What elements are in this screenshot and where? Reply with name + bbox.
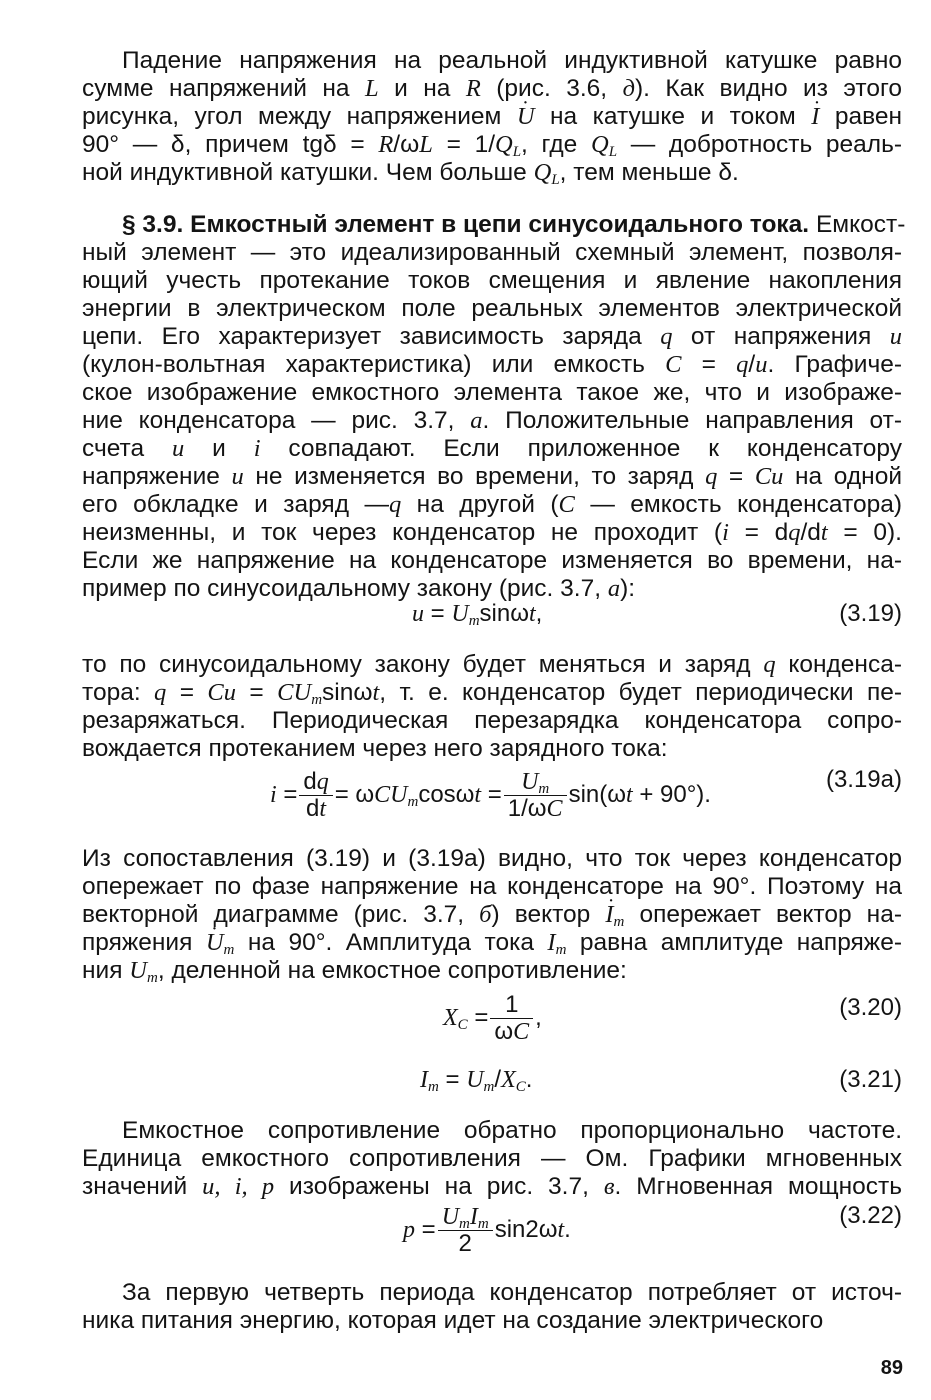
equation-3-21: $I_m = U_m/X_C$.: [420, 1066, 533, 1095]
text-line: его обкладке и заряд —q на другой (C — емкость конденсатора): [82, 491, 902, 518]
text-line: значений u, i, p изображены на рис. 3.7, в. Мгновенная мощность: [82, 1173, 902, 1200]
equation-3-20: $X_C$ = $\frac{1}{\omega C}$ ,: [443, 991, 542, 1045]
text-line: За первую четверть периода конденсатор потребляет от источ-: [122, 1279, 902, 1306]
text-line: энергии в электрическом поле реальных элементов электрической: [82, 295, 902, 322]
equation-number: (3.19): [839, 600, 902, 627]
text-line: Из сопоставления (3.19) и (3.19а) видно, что ток через конденсатор: [82, 845, 902, 872]
section-heading-line: § 3.9. Емкостный элемент в цепи синусоидального тока. Емкост-: [122, 211, 906, 238]
text-line: пример по синусоидальному закону (рис. 3.7, а):: [82, 575, 636, 602]
text-line: ный элемент — это идеализированный схемный элемент, позволя-: [82, 239, 902, 266]
text-line: сумме напряжений на L и на R (рис. 3.6, д). Как видно из этого: [82, 75, 902, 102]
text-line: рисунка, угол между напряжением U · на катушке и током I · равен: [82, 103, 902, 131]
equation-3-19: $u = U_m\sin\omega t$,: [412, 600, 543, 629]
text-line: вождается протеканием через него зарядного тока:: [82, 735, 668, 762]
text-line: Емкостное сопротивление обратно пропорционально частоте.: [122, 1117, 902, 1144]
text-line: ной индуктивной катушки. Чем больше $Q_L$, тем меньше δ.: [82, 159, 739, 188]
equation-number: (3.21): [839, 1066, 902, 1093]
text-line: Если же напряжение на конденсаторе изменяется во времени, на-: [82, 547, 902, 574]
text-line: Единица емкостного сопротивления — Ом. Графики мгновенных: [82, 1145, 902, 1172]
text-line: ния $U_m$, деленной на емкостное сопротивление:: [82, 957, 627, 986]
text-line: пряжения $U \cdot_m$ на 90°. Амплитуда тока $I_m$ равна амплитуде напряже-: [82, 929, 902, 957]
equation-number: (3.19а): [825, 766, 902, 793]
equation-3-22: p = $\frac{U_mI_m}{2}$ sin2ωt.: [403, 1204, 571, 1257]
text-line: счета u и i совпадают. Если приложенное к конденсатору: [82, 435, 902, 462]
text-line: то по синусоидальному закону будет меняться и заряд q конденса-: [82, 651, 902, 678]
text-line: 90° — δ, причем $tg\delta = R/\omega L = 1/Q_L$, где $Q_L$ — добротность реаль-: [82, 131, 902, 160]
equation-3-19a: i = $\frac{dq}{dt}$ = ωCU$_m$cosωt = $\frac{U_m}{1/\omega C}$ sin(ωt + 90°).: [270, 768, 711, 822]
text-line: неизменны, и ток через конденсатор не проходит (i = dq/dt = 0).: [82, 519, 902, 546]
text-line: ское изображение емкостного элемента такое же, что и изображе-: [82, 379, 902, 406]
text-line: резаряжаться. Периодическая перезарядка конденсатора сопро-: [82, 707, 902, 734]
equation-number: (3.22): [839, 1202, 902, 1229]
text-line: опережает по фазе напряжение на конденсаторе на 90°. Поэтому на: [82, 873, 902, 900]
text-line: ние конденсатора — рис. 3.7, а. Положительные направления от-: [82, 407, 902, 434]
text-line: напряжение u не изменяется во времени, то заряд q = Cu на одной: [82, 463, 903, 490]
page-number: 89: [880, 1357, 903, 1379]
text-line: цепи. Его характеризует зависимость заряда q от напряжения u: [82, 323, 902, 350]
text-line: ника питания энергию, которая идет на создание электрического: [82, 1307, 824, 1334]
text-line: тора: $q = Cu = CU_m\sin\omega t$, т. е. конденсатор будет периодически пе-: [82, 679, 903, 708]
section-heading: § 3.9. Емкостный элемент в цепи синусоидального тока.: [122, 211, 810, 238]
text-line: Падение напряжения на реальной индуктивной катушке равно: [122, 47, 902, 74]
text-line: (кулон-вольтная характеристика) или емкость C = q/u. Графиче-: [82, 351, 903, 378]
text-line: векторной диаграмме (рис. 3.7, б) вектор $I \cdot_m$ опережает вектор на-: [82, 901, 902, 929]
text-line: ющий учесть протекание токов смещения и явление накопления: [82, 267, 902, 294]
equation-number: (3.20): [839, 994, 902, 1021]
